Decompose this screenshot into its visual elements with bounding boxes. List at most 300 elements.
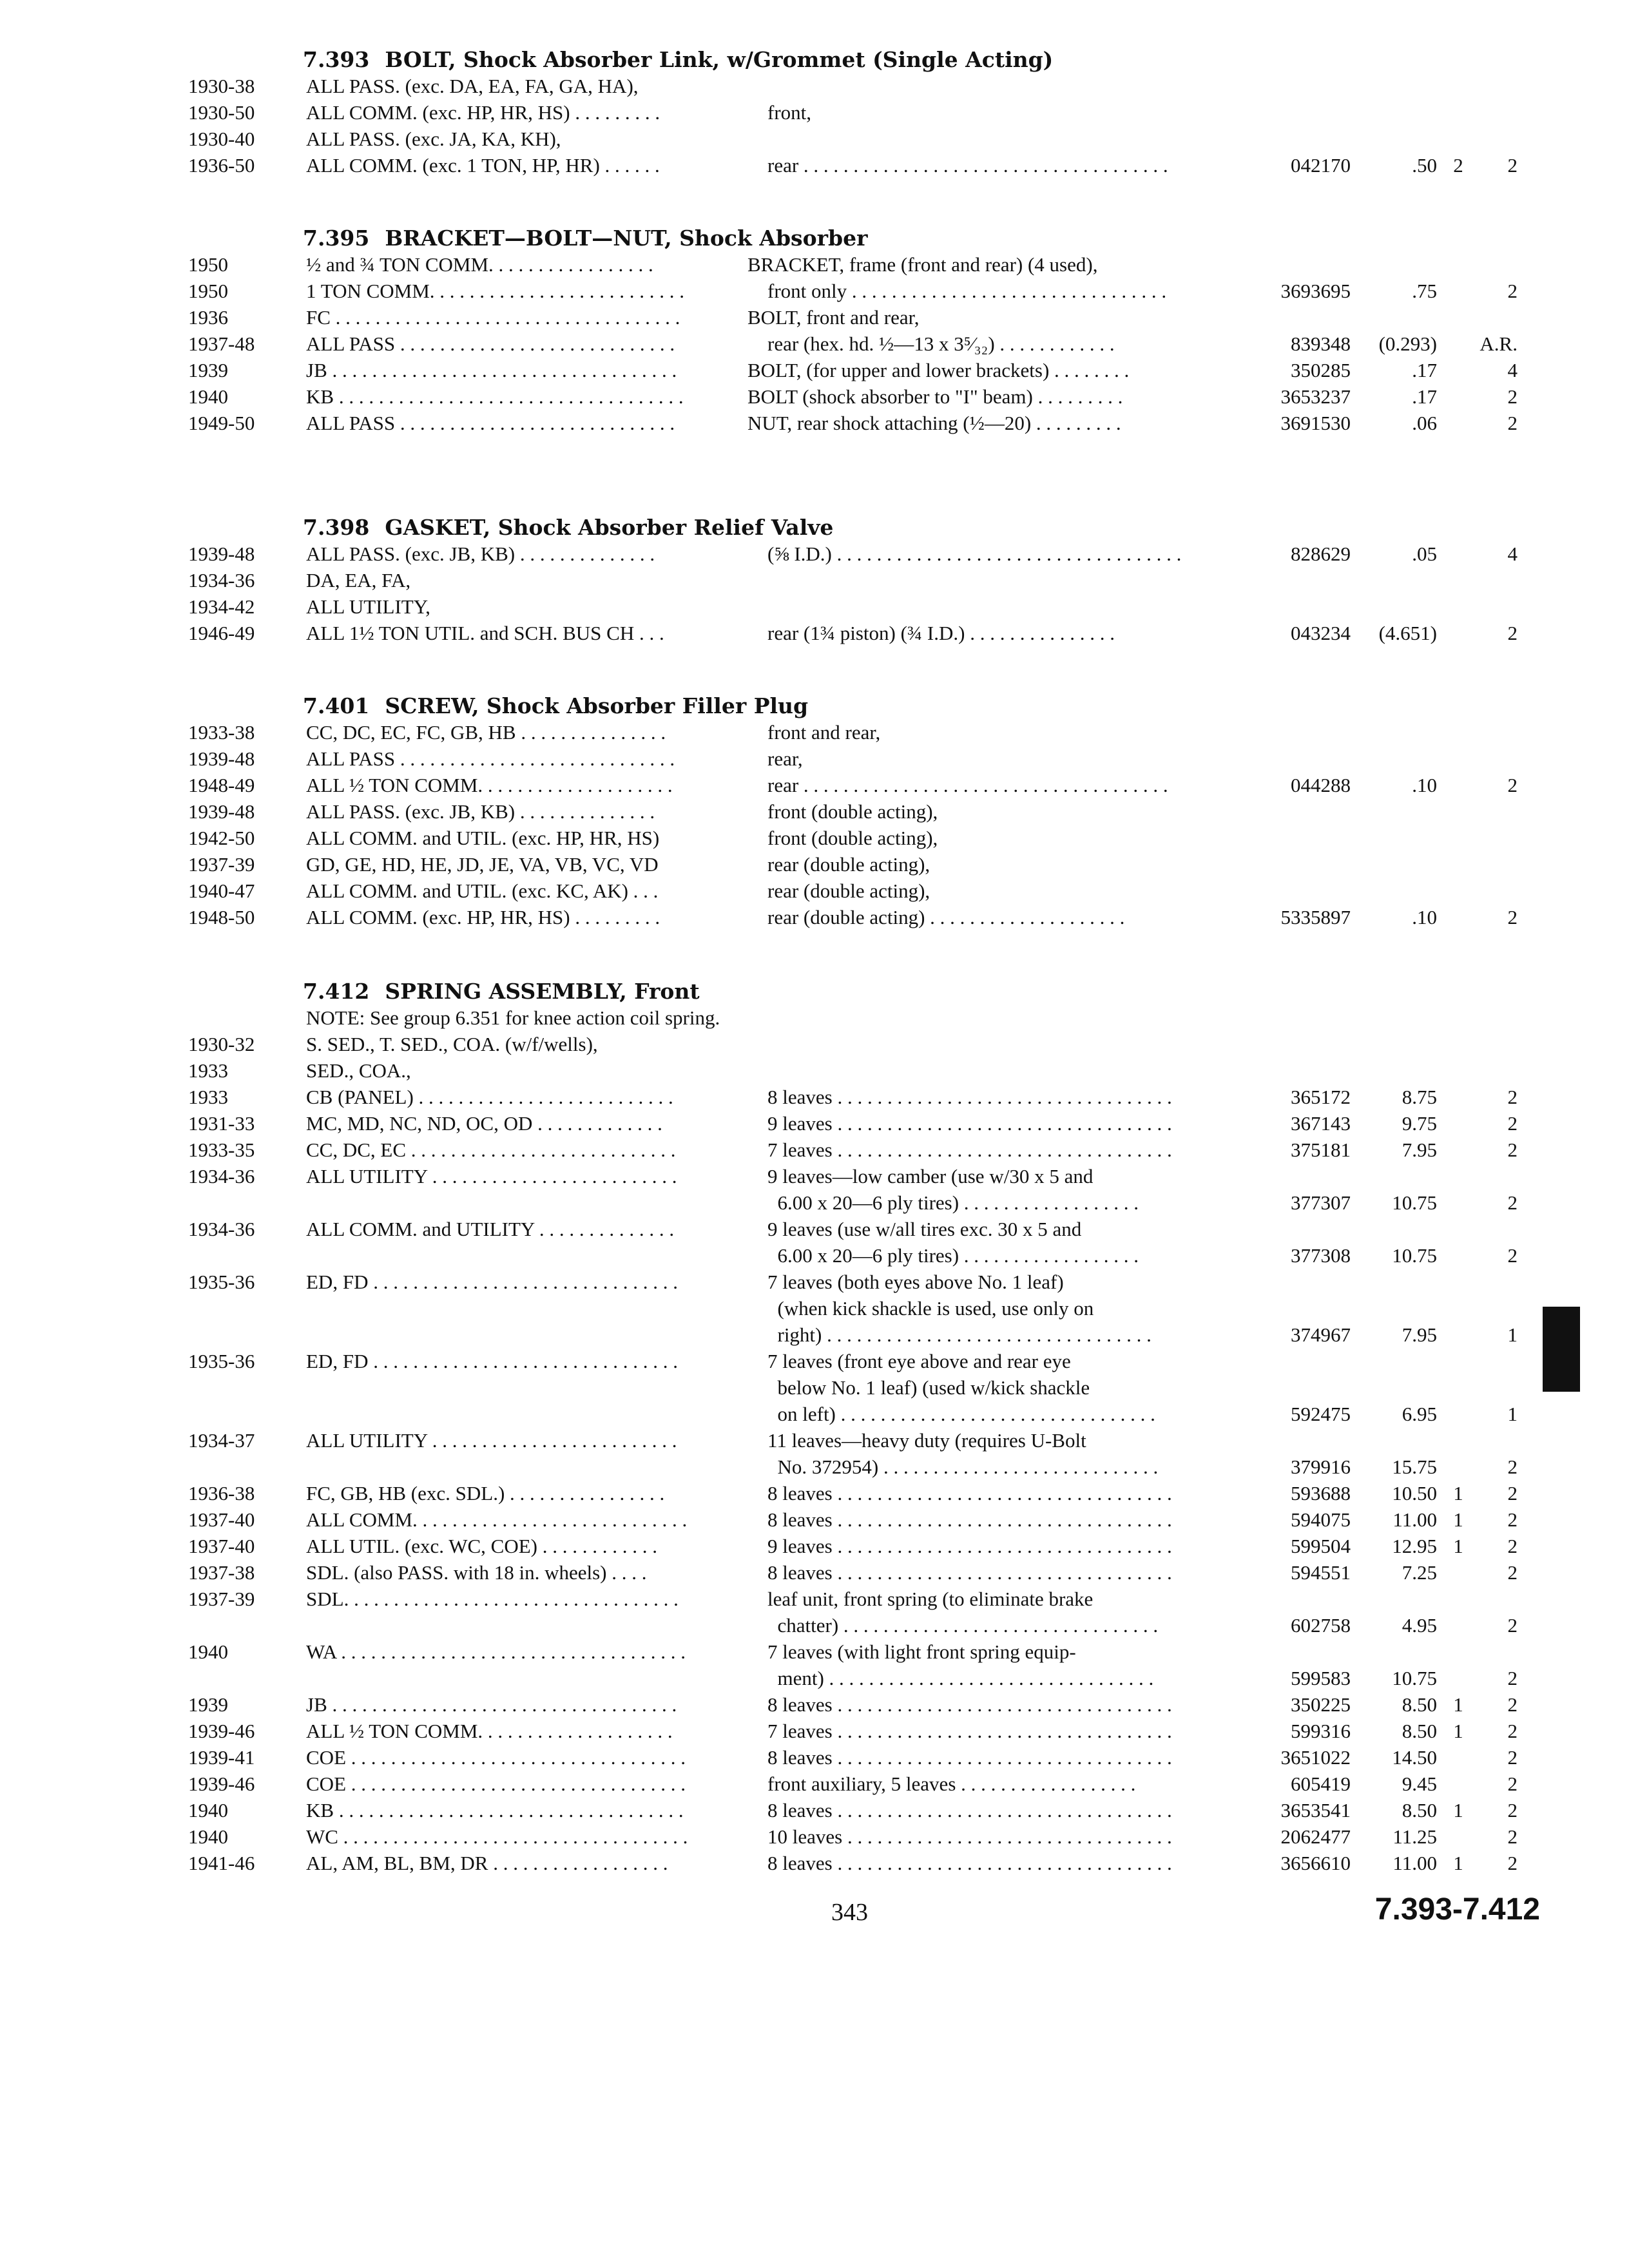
row-model: MC, MD, NC, ND, OC, OD . . . . . . . . . . . . . [306, 1112, 662, 1135]
row-model: ED, FD . . . . . . . . . . . . . . . . . . . . . . . . . . . . . . . [306, 1271, 678, 1293]
row-description: (when kick shackle is used, use only on [747, 1297, 1094, 1320]
row-price: 12.95 [1392, 1535, 1437, 1557]
row-part-number: 350285 [1291, 359, 1351, 381]
table-row [0, 1718, 1629, 1744]
page-number: 343 [831, 1899, 868, 1926]
row-year: 1930-32 [188, 1033, 255, 1055]
row-part-number: 350225 [1291, 1693, 1351, 1716]
row-qty-b: 2 [1507, 154, 1518, 177]
row-description: 8 leaves . . . . . . . . . . . . . . . . . . . . . . . . . . . . . . . . . . [747, 1693, 1172, 1716]
row-price: 10.75 [1392, 1667, 1437, 1689]
row-description: 8 leaves . . . . . . . . . . . . . . . . . . . . . . . . . . . . . . . . . . [747, 1746, 1172, 1769]
row-qty-b: 1 [1507, 1323, 1518, 1346]
row-model: GD, GE, HD, HE, JD, JE, VA, VB, VC, VD [306, 853, 659, 876]
table-row [0, 825, 1629, 851]
table-row [0, 278, 1629, 304]
row-price: .05 [1412, 543, 1437, 565]
row-qty-a: 2 [1453, 154, 1463, 177]
row-year: 1948-50 [188, 906, 255, 928]
table-row [0, 1586, 1629, 1612]
row-description: front (double acting), [747, 827, 938, 849]
row-qty-b: 2 [1507, 1244, 1518, 1267]
row-model: CC, DC, EC . . . . . . . . . . . . . . . . . . . . . . . . . . . [306, 1139, 676, 1161]
row-qty-b: 2 [1507, 412, 1518, 434]
row-model: COE . . . . . . . . . . . . . . . . . . . . . . . . . . . . . . . . . . [306, 1773, 686, 1795]
row-year: 1950 [188, 253, 228, 276]
row-year: 1942-50 [188, 827, 255, 849]
row-description: front, [747, 101, 812, 124]
row-model: ALL ½ TON COMM. . . . . . . . . . . . . . . . . . . . [306, 774, 673, 796]
row-description: BOLT, front and rear, [747, 306, 920, 329]
row-year: 1937-39 [188, 1588, 255, 1610]
row-description: rear (hex. hd. ½—13 x 3⁵⁄₃₂) . . . . . . . . . . . . [747, 332, 1115, 355]
row-description: on left) . . . . . . . . . . . . . . . . . . . . . . . . . . . . . . . . [747, 1403, 1155, 1425]
row-year: 1940 [188, 1825, 228, 1848]
row-price: .06 [1412, 412, 1437, 434]
row-year: 1936-50 [188, 154, 255, 177]
row-year: 1933-38 [188, 721, 255, 744]
row-year: 1936 [188, 306, 228, 329]
row-qty-b: 2 [1507, 1191, 1518, 1214]
row-part-number: 367143 [1291, 1112, 1351, 1135]
row-price: 15.75 [1392, 1456, 1437, 1478]
row-description: 8 leaves . . . . . . . . . . . . . . . . . . . . . . . . . . . . . . . . . . [747, 1086, 1172, 1108]
row-model: SDL. (also PASS. with 18 in. wheels) . . . . [306, 1561, 647, 1584]
row-description: 9 leaves . . . . . . . . . . . . . . . . . . . . . . . . . . . . . . . . . . [747, 1535, 1172, 1557]
row-part-number: 2062477 [1280, 1825, 1351, 1848]
section-heading [303, 225, 867, 252]
table-row [0, 1031, 1629, 1057]
row-model: FC . . . . . . . . . . . . . . . . . . . . . . . . . . . . . . . . . . . [306, 306, 680, 329]
row-qty-b: 2 [1507, 774, 1518, 796]
row-year: 1939-48 [188, 800, 255, 823]
row-year: 1934-36 [188, 1165, 255, 1187]
table-row [0, 1348, 1629, 1374]
row-part-number: 828629 [1291, 543, 1351, 565]
row-model: CB (PANEL) . . . . . . . . . . . . . . . . . . . . . . . . . . [306, 1086, 673, 1108]
row-part-number: 044288 [1291, 774, 1351, 796]
row-description: rear (1¾ piston) (¾ I.D.) . . . . . . . . . . . . . . . [747, 622, 1115, 644]
row-description: BRACKET, frame (front and rear) (4 used), [747, 253, 1098, 276]
table-row [0, 1771, 1629, 1797]
row-model: ALL ½ TON COMM. . . . . . . . . . . . . . . . . . . . [306, 1720, 673, 1742]
row-qty-a: 1 [1453, 1720, 1463, 1742]
section-heading [303, 978, 700, 1005]
row-price: 10.50 [1392, 1482, 1437, 1504]
row-qty-b: 2 [1507, 1799, 1518, 1821]
section-title: SCREW, Shock Absorber Filler Plug [385, 693, 809, 718]
row-year: 1930-40 [188, 128, 255, 150]
row-price: (4.651) [1378, 622, 1437, 644]
section-number: 7.412 [303, 979, 370, 1004]
row-description: rear, [747, 747, 803, 770]
row-model: FC, GB, HB (exc. SDL.) . . . . . . . . . . . . . . . . [306, 1482, 665, 1504]
row-part-number: 377308 [1291, 1244, 1351, 1267]
row-qty-b: 2 [1507, 1456, 1518, 1478]
row-model: ALL COMM. (exc. HP, HR, HS) . . . . . . . . . [306, 906, 660, 928]
row-description: 9 leaves . . . . . . . . . . . . . . . . . . . . . . . . . . . . . . . . . . [747, 1112, 1172, 1135]
row-model: DA, EA, FA, [306, 569, 411, 591]
row-description: front and rear, [747, 721, 881, 744]
row-model: S. SED., T. SED., COA. (w/f/wells), [306, 1033, 598, 1055]
row-description: 8 leaves . . . . . . . . . . . . . . . . . . . . . . . . . . . . . . . . . . [747, 1799, 1172, 1821]
row-price: (0.293) [1378, 332, 1437, 355]
table-row [0, 357, 1629, 383]
row-description: 8 leaves . . . . . . . . . . . . . . . . . . . . . . . . . . . . . . . . . . [747, 1852, 1172, 1874]
row-year: 1936-38 [188, 1482, 255, 1504]
section-heading [303, 514, 833, 541]
table-row [0, 798, 1629, 825]
table-row [0, 331, 1629, 357]
row-model: ALL 1½ TON UTIL. and SCH. BUS CH . . . [306, 622, 664, 644]
row-description: front auxiliary, 5 leaves . . . . . . . . . . . . . . . . . . [747, 1773, 1136, 1795]
row-price: 7.95 [1402, 1139, 1437, 1161]
row-part-number: 3656610 [1280, 1852, 1351, 1874]
row-part-number: 3693695 [1280, 280, 1351, 302]
row-model: ALL COMM. . . . . . . . . . . . . . . . . . . . . . . . . . . . [306, 1508, 688, 1531]
table-row [0, 1797, 1629, 1823]
table-row [0, 1665, 1629, 1691]
row-description: ment) . . . . . . . . . . . . . . . . . . . . . . . . . . . . . . . . . [747, 1667, 1154, 1689]
row-price: .17 [1412, 359, 1437, 381]
row-qty-b: 2 [1507, 1825, 1518, 1848]
row-year: 1939-41 [188, 1746, 255, 1769]
row-description: rear (double acting) . . . . . . . . . . . . . . . . . . . . [747, 906, 1125, 928]
row-qty-b: 2 [1507, 1535, 1518, 1557]
row-year: 1935-36 [188, 1350, 255, 1372]
row-price: 14.50 [1392, 1746, 1437, 1769]
row-model: ½ and ¾ TON COMM. . . . . . . . . . . . . . . . . [306, 253, 653, 276]
section-number: 7.393 [303, 47, 370, 72]
row-year: 1937-38 [188, 1561, 255, 1584]
row-model: KB . . . . . . . . . . . . . . . . . . . . . . . . . . . . . . . . . . . [306, 1799, 684, 1821]
section-heading [303, 693, 808, 720]
row-description: BOLT (shock absorber to "I" beam) . . . . . . . . . [747, 385, 1123, 408]
row-description: 10 leaves . . . . . . . . . . . . . . . . . . . . . . . . . . . . . . . . . [747, 1825, 1172, 1848]
row-model: ALL PASS . . . . . . . . . . . . . . . . . . . . . . . . . . . . [306, 412, 675, 434]
table-row [0, 1216, 1629, 1242]
row-model: ALL COMM. (exc. 1 TON, HP, HR) . . . . . . [306, 154, 660, 177]
row-part-number: 599504 [1291, 1535, 1351, 1557]
row-year: 1946-49 [188, 622, 255, 644]
row-model: ALL COMM. and UTIL. (exc. HP, HR, HS) [306, 827, 660, 849]
table-row [0, 1110, 1629, 1137]
table-row [0, 1533, 1629, 1559]
row-price: 7.95 [1402, 1323, 1437, 1346]
table-row [0, 1850, 1629, 1876]
table-row [0, 1744, 1629, 1771]
row-description: NUT, rear shock attaching (½—20) . . . . . . . . . [747, 412, 1121, 434]
row-year: 1937-40 [188, 1535, 255, 1557]
table-row [0, 772, 1629, 798]
row-description: 9 leaves (use w/all tires exc. 30 x 5 and [747, 1218, 1082, 1240]
row-qty-a: 1 [1453, 1508, 1463, 1531]
row-price: .10 [1412, 774, 1437, 796]
row-description: rear . . . . . . . . . . . . . . . . . . . . . . . . . . . . . . . . . . . . . [747, 774, 1168, 796]
row-qty-b: 2 [1507, 1614, 1518, 1637]
section-note: NOTE: See group 6.351 for knee action coil spring. [306, 1006, 720, 1029]
row-year: 1941-46 [188, 1852, 255, 1874]
row-price: 11.00 [1393, 1852, 1437, 1874]
row-model: ALL UTILITY . . . . . . . . . . . . . . . . . . . . . . . . . [306, 1429, 677, 1452]
row-model: ALL PASS. (exc. JB, KB) . . . . . . . . . . . . . . [306, 800, 655, 823]
table-row [0, 1269, 1629, 1295]
row-model: ALL PASS. (exc. DA, EA, FA, GA, HA), [306, 75, 639, 97]
table-row [0, 904, 1629, 930]
row-description: rear (double acting), [747, 853, 930, 876]
section-heading [303, 46, 1053, 73]
row-year: 1939-48 [188, 747, 255, 770]
table-row [0, 1506, 1629, 1533]
section-number: 7.401 [303, 693, 370, 718]
row-model: WA . . . . . . . . . . . . . . . . . . . . . . . . . . . . . . . . . . . [306, 1640, 686, 1663]
table-row [0, 1823, 1629, 1850]
row-part-number: 3653541 [1280, 1799, 1351, 1821]
row-part-number: 043234 [1291, 622, 1351, 644]
row-qty-b: 2 [1507, 1720, 1518, 1742]
table-row [0, 1691, 1629, 1718]
row-qty-a: 1 [1453, 1852, 1463, 1874]
row-part-number: 594551 [1291, 1561, 1351, 1584]
table-row [0, 1084, 1629, 1110]
row-year: 1937-40 [188, 1508, 255, 1531]
row-year: 1935-36 [188, 1271, 255, 1293]
row-year: 1934-36 [188, 1218, 255, 1240]
row-qty-b: 2 [1507, 1112, 1518, 1135]
table-row [0, 1374, 1629, 1401]
row-year: 1930-50 [188, 101, 255, 124]
row-price: 11.25 [1393, 1825, 1437, 1848]
row-model: ED, FD . . . . . . . . . . . . . . . . . . . . . . . . . . . . . . . [306, 1350, 678, 1372]
row-description: No. 372954) . . . . . . . . . . . . . . . . . . . . . . . . . . . . [747, 1456, 1159, 1478]
row-qty-b: 2 [1507, 1482, 1518, 1504]
section-title: GASKET, Shock Absorber Relief Valve [385, 515, 834, 540]
table-row [0, 745, 1629, 772]
row-year: 1939-48 [188, 543, 255, 565]
row-qty-b: 2 [1507, 622, 1518, 644]
row-price: 10.75 [1392, 1191, 1437, 1214]
row-model: 1 TON COMM. . . . . . . . . . . . . . . . . . . . . . . . . . [306, 280, 685, 302]
row-qty-b: 1 [1507, 1403, 1518, 1425]
table-row [0, 304, 1629, 331]
row-description: leaf unit, front spring (to eliminate brake [747, 1588, 1094, 1610]
row-year: 1939 [188, 1693, 228, 1716]
row-description: 11 leaves—heavy duty (requires U-Bolt [747, 1429, 1086, 1452]
row-model: WC . . . . . . . . . . . . . . . . . . . . . . . . . . . . . . . . . . . [306, 1825, 688, 1848]
row-price: 9.75 [1402, 1112, 1437, 1135]
row-qty-b: 2 [1507, 1746, 1518, 1769]
row-year: 1937-39 [188, 853, 255, 876]
row-part-number: 599583 [1291, 1667, 1351, 1689]
row-description: chatter) . . . . . . . . . . . . . . . . . . . . . . . . . . . . . . . . [747, 1614, 1159, 1637]
row-qty-b: 4 [1507, 543, 1518, 565]
row-qty-a: 1 [1453, 1482, 1463, 1504]
row-description: rear (double acting), [747, 879, 930, 902]
table-row [0, 251, 1629, 278]
table-row [0, 1137, 1629, 1163]
row-qty-a: 1 [1453, 1799, 1463, 1821]
row-part-number: 042170 [1291, 154, 1351, 177]
row-year: 1940-47 [188, 879, 255, 902]
table-row [0, 1480, 1629, 1506]
row-qty-a: 1 [1453, 1535, 1463, 1557]
row-description: 8 leaves . . . . . . . . . . . . . . . . . . . . . . . . . . . . . . . . . . [747, 1482, 1172, 1504]
row-year: 1934-37 [188, 1429, 255, 1452]
row-year: 1950 [188, 280, 228, 302]
row-year: 1934-36 [188, 569, 255, 591]
row-year: 1939-46 [188, 1773, 255, 1795]
table-row [0, 1401, 1629, 1427]
row-part-number: 3653237 [1280, 385, 1351, 408]
table-row [0, 719, 1629, 745]
row-qty-b: 2 [1507, 1086, 1518, 1108]
row-model: ALL PASS . . . . . . . . . . . . . . . . . . . . . . . . . . . . [306, 747, 675, 770]
table-row [0, 593, 1629, 620]
row-year: 1948-49 [188, 774, 255, 796]
row-year: 1930-38 [188, 75, 255, 97]
table-row [0, 410, 1629, 436]
row-model: ALL UTIL. (exc. WC, COE) . . . . . . . . . . . . [306, 1535, 657, 1557]
row-part-number: 377307 [1291, 1191, 1351, 1214]
row-model: JB . . . . . . . . . . . . . . . . . . . . . . . . . . . . . . . . . . . [306, 359, 677, 381]
row-model: ALL COMM. and UTILITY . . . . . . . . . . . . . . [306, 1218, 675, 1240]
row-qty-b: 4 [1507, 359, 1518, 381]
table-row [0, 1295, 1629, 1321]
row-model: AL, AM, BL, BM, DR . . . . . . . . . . . . . . . . . . [306, 1852, 668, 1874]
row-qty-b: 2 [1507, 1667, 1518, 1689]
row-qty-b: A.R. [1480, 332, 1518, 355]
thumb-index-tab [1543, 1307, 1580, 1392]
row-part-number: 374967 [1291, 1323, 1351, 1346]
row-year: 1933 [188, 1086, 228, 1108]
row-qty-b: 2 [1507, 1852, 1518, 1874]
row-price: .50 [1412, 154, 1437, 177]
table-row [0, 126, 1629, 152]
row-year: 1934-42 [188, 595, 255, 618]
row-qty-b: 2 [1507, 1508, 1518, 1531]
row-price: .75 [1412, 280, 1437, 302]
row-model: KB . . . . . . . . . . . . . . . . . . . . . . . . . . . . . . . . . . . [306, 385, 684, 408]
section-title: BRACKET—BOLT—NUT, Shock Absorber [385, 226, 868, 251]
row-model: SED., COA., [306, 1059, 411, 1082]
row-price: 7.25 [1402, 1561, 1437, 1584]
table-row [0, 541, 1629, 567]
table-row [0, 1639, 1629, 1665]
row-price: 10.75 [1392, 1244, 1437, 1267]
row-model: JB . . . . . . . . . . . . . . . . . . . . . . . . . . . . . . . . . . . [306, 1693, 677, 1716]
row-description: BOLT, (for upper and lower brackets) . . . . . . . . [747, 359, 1130, 381]
section-title: BOLT, Shock Absorber Link, w/Grommet (Single Acting) [385, 47, 1054, 72]
row-description: 6.00 x 20—6 ply tires) . . . . . . . . . . . . . . . . . . [747, 1191, 1139, 1214]
table-row [0, 1454, 1629, 1480]
row-description: 7 leaves . . . . . . . . . . . . . . . . . . . . . . . . . . . . . . . . . . [747, 1720, 1172, 1742]
row-qty-b: 2 [1507, 1561, 1518, 1584]
row-description: 6.00 x 20—6 ply tires) . . . . . . . . . . . . . . . . . . [747, 1244, 1139, 1267]
row-description: front only . . . . . . . . . . . . . . . . . . . . . . . . . . . . . . . . [747, 280, 1167, 302]
row-description: 7 leaves (both eyes above No. 1 leaf) [747, 1271, 1064, 1293]
table-row [0, 567, 1629, 593]
section-number: 7.395 [303, 226, 370, 251]
row-price: 8.50 [1402, 1799, 1437, 1821]
row-qty-b: 2 [1507, 1773, 1518, 1795]
row-part-number: 365172 [1291, 1086, 1351, 1108]
table-row [0, 620, 1629, 646]
table-row [0, 1242, 1629, 1269]
row-year: 1949-50 [188, 412, 255, 434]
row-year: 1940 [188, 385, 228, 408]
row-model: ALL UTILITY . . . . . . . . . . . . . . . . . . . . . . . . . [306, 1165, 677, 1187]
row-model: ALL PASS. (exc. JB, KB) . . . . . . . . . . . . . . [306, 543, 655, 565]
table-row [0, 73, 1629, 99]
row-description: below No. 1 leaf) (used w/kick shackle [747, 1376, 1090, 1399]
section-number: 7.398 [303, 515, 370, 540]
row-description: (⅝ I.D.) . . . . . . . . . . . . . . . . . . . . . . . . . . . . . . . . . . . [747, 543, 1182, 565]
table-row [0, 851, 1629, 878]
row-description: 9 leaves—low camber (use w/30 x 5 and [747, 1165, 1094, 1187]
row-qty-b: 2 [1507, 1693, 1518, 1716]
table-row [0, 1559, 1629, 1586]
row-part-number: 5335897 [1280, 906, 1351, 928]
row-part-number: 375181 [1291, 1139, 1351, 1161]
row-year: 1939-46 [188, 1720, 255, 1742]
table-row [0, 1057, 1629, 1084]
row-part-number: 605419 [1291, 1773, 1351, 1795]
row-year: 1933-35 [188, 1139, 255, 1161]
row-price: .10 [1412, 906, 1437, 928]
table-row [0, 152, 1629, 178]
row-description: rear . . . . . . . . . . . . . . . . . . . . . . . . . . . . . . . . . . . . . [747, 154, 1168, 177]
row-part-number: 599316 [1291, 1720, 1351, 1742]
row-model: ALL COMM. and UTIL. (exc. KC, AK) . . . [306, 879, 659, 902]
row-description: 7 leaves (with light front spring equip- [747, 1640, 1076, 1663]
table-row [0, 1189, 1629, 1216]
row-price: 9.45 [1402, 1773, 1437, 1795]
row-qty-b: 2 [1507, 385, 1518, 408]
row-qty-b: 2 [1507, 1139, 1518, 1161]
table-row [0, 878, 1629, 904]
row-model: SDL. . . . . . . . . . . . . . . . . . . . . . . . . . . . . . . . . . [306, 1588, 679, 1610]
row-model: ALL UTILITY, [306, 595, 430, 618]
row-model: ALL PASS. (exc. JA, KA, KH), [306, 128, 561, 150]
row-description: front (double acting), [747, 800, 938, 823]
row-part-number: 3691530 [1280, 412, 1351, 434]
row-price: 8.50 [1402, 1693, 1437, 1716]
row-price: .17 [1412, 385, 1437, 408]
section-title: SPRING ASSEMBLY, Front [385, 979, 700, 1004]
table-row [0, 1321, 1629, 1348]
row-price: 11.00 [1393, 1508, 1437, 1531]
row-part-number: 602758 [1291, 1614, 1351, 1637]
row-model: COE . . . . . . . . . . . . . . . . . . . . . . . . . . . . . . . . . . [306, 1746, 686, 1769]
row-price: 8.50 [1402, 1720, 1437, 1742]
row-model: CC, DC, EC, FC, GB, HB . . . . . . . . . . . . . . . [306, 721, 666, 744]
row-description: 8 leaves . . . . . . . . . . . . . . . . . . . . . . . . . . . . . . . . . . [747, 1561, 1172, 1584]
row-year: 1940 [188, 1640, 228, 1663]
page-range: 7.393-7.412 [1374, 1892, 1540, 1927]
row-year: 1940 [188, 1799, 228, 1821]
table-row [0, 383, 1629, 410]
row-qty-b: 2 [1507, 280, 1518, 302]
row-model: ALL PASS . . . . . . . . . . . . . . . . . . . . . . . . . . . . [306, 332, 675, 355]
row-description: right) . . . . . . . . . . . . . . . . . . . . . . . . . . . . . . . . . [747, 1323, 1152, 1346]
row-part-number: 839348 [1291, 332, 1351, 355]
row-year: 1939 [188, 359, 228, 381]
row-description: 7 leaves . . . . . . . . . . . . . . . . . . . . . . . . . . . . . . . . . . [747, 1139, 1172, 1161]
table-row [0, 1163, 1629, 1189]
row-part-number: 3651022 [1280, 1746, 1351, 1769]
row-qty-a: 1 [1453, 1693, 1463, 1716]
row-part-number: 593688 [1291, 1482, 1351, 1504]
